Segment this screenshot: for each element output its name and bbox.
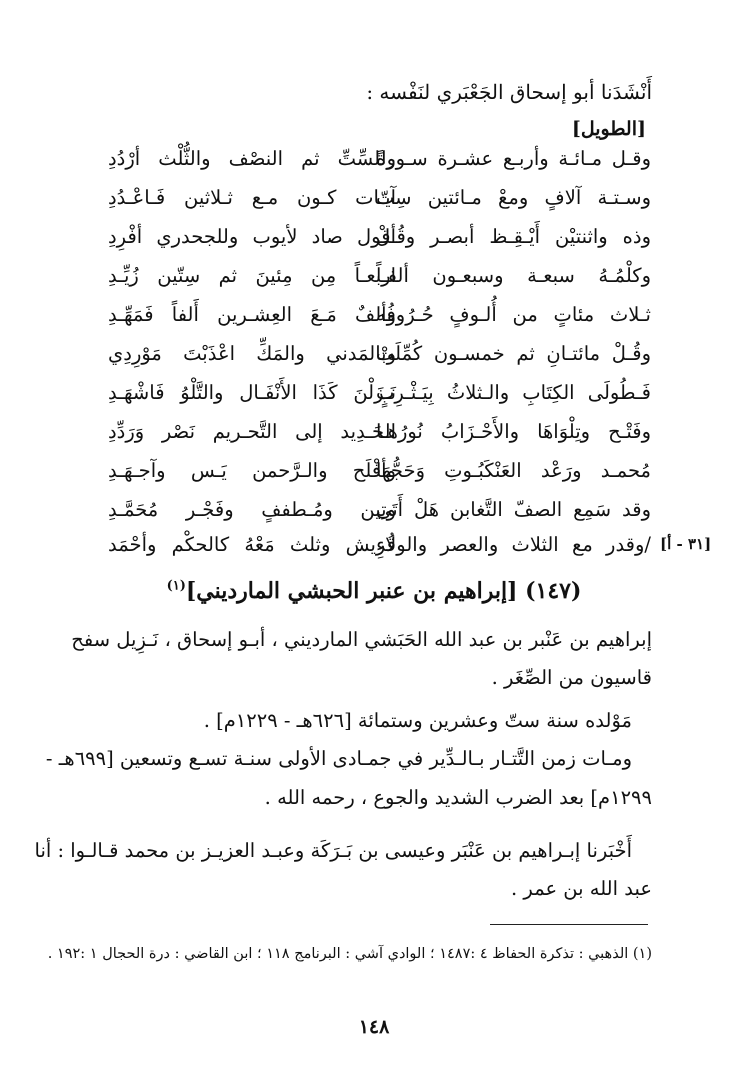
footnote: (١) الذهبي : تذكرة الحفاظ ٤ :١٤٨٧ ؛ الوادي آشي : البرنامج ١١٨ ؛ ابن القاضي : درة الحجال ١ :١٩٢ . bbox=[47, 946, 652, 962]
verse-first-hemistich: ثـلاث مئاتٍ من أُلـوفٍ حُـرُوفُه bbox=[376, 303, 651, 326]
verse bbox=[0, 420, 748, 460]
verse bbox=[0, 147, 748, 187]
verse-second-hemistich: قُرِيش وثلث مَعْهُ كالحكْم وأحْمَد bbox=[108, 533, 396, 556]
paragraph-line: إبراهيم بن عَنْبر بن عبد الله الحَبَشي المارديني ، أبـو إسحاق ، نَـزِيل سفح bbox=[71, 628, 652, 651]
verse-first-hemistich: وكلْمُـهُ سبعـة وسبعـون ألفـاً bbox=[376, 264, 651, 287]
paragraph-line: ومـات زمن التَّتـار بـالـدِّير في جمـادى الأولى سنـة تسـع وتسعين [٦٩٩هـ - bbox=[45, 747, 632, 770]
paragraph-line: أَخْبَرنا إبـراهيم بن عَنْبَر وعيسى بن بَـرَكَة وعبـد العزيـز بن محمد قـالـوا : أنا bbox=[34, 839, 632, 862]
intro-line: أَنْشَدَنا أبو إسحاق الجَعْبَري لنَفْسه : bbox=[366, 80, 652, 104]
verse-first-hemistich: مُحمـد ورَعْد العَنْكَبُـوتِ وَحَجُّهَا bbox=[376, 459, 651, 482]
verse-first-hemistich: وسـتـة آلافٍ ومعْ مـائتين سِتّ bbox=[376, 186, 651, 209]
verse-first-hemistich: وقد سَمِع الصفّ التَّغابن هَلْ أَتَى bbox=[376, 498, 651, 521]
paragraph-line: عبد الله بن عمر . bbox=[511, 877, 652, 900]
verse-second-hemistich: الحَـدِيد إلى التَّحـريم نَصْر وَرَدِّدِ bbox=[108, 420, 396, 443]
verse bbox=[0, 303, 748, 343]
verse bbox=[0, 264, 748, 304]
verse-first-hemistich: وقـل مـائـة وأربـع عشـرة سـورةً bbox=[376, 147, 651, 170]
verse bbox=[0, 186, 748, 226]
paragraph-line: ١٢٩٩م] بعد الضرب الشديد والجوع ، رحمه الله . bbox=[264, 786, 652, 809]
paragraph-line: مَوْلده سنة ستّ وعشرين وستمائة [٦٢٦هـ - ١٢٢٩م] . bbox=[203, 709, 632, 732]
verse-first-hemistich: وقُـلْ مائتـانِ ثم خمسـون كُمِّلَتْ bbox=[376, 342, 651, 365]
footnote-marker: (١) bbox=[166, 578, 186, 594]
verse-first-hemistich: وفَتْـح وتِلْوَاهَا والأَحْـزَابُ نُورُهـا bbox=[376, 420, 651, 443]
paragraph-line: قاسيون من الصِّغَر . bbox=[491, 666, 652, 689]
entry-title bbox=[0, 578, 748, 604]
verse bbox=[0, 533, 748, 573]
verse-first-hemistich: /وقدر مع الثلاث والعصر والولاء bbox=[376, 533, 651, 556]
verse-second-hemistich: وبالمَدني والمَكِّ اعْذَبْتَ مَوْرِدِي bbox=[108, 342, 396, 365]
verse-second-hemistich: اربعـاً مِن مِئينَ ثم سِتّين زُيِّـدِ bbox=[108, 264, 396, 287]
verse-first-hemistich: فَـطُولَى الكِتَابِ والـثلاثُ بِيَـثْـرِبٍ bbox=[376, 381, 651, 404]
verse bbox=[0, 459, 748, 499]
entry-title-text: (١٤٧) [إبراهيم بن عنبر الحبشي المارديني] bbox=[185, 578, 582, 604]
verse-second-hemistich: وللسِّتِّ ثم النصْف والثُّلْث أرْدُدِ bbox=[108, 147, 396, 170]
verse-second-hemistich: وتِين ومُـطففٍ وفَجْـر مُحَمَّـدِ bbox=[108, 498, 396, 521]
verse-first-hemistich: وذه واثنتيْن أَيْـقِـظ أبصـر وقُـلْ bbox=[376, 225, 651, 248]
verse-second-hemistich: نَـزَلْنَ كَذَا الأَنْفَـال والتَّلْوُ فَاشْهَـدِ bbox=[108, 381, 396, 404]
verse bbox=[0, 381, 748, 421]
verse-second-hemistich: وأفْلَح والـرَّحمن يَـس وآجـهَـدِ bbox=[108, 459, 396, 482]
manuscript-folio-reference: [٣١ - أ] bbox=[660, 535, 712, 553]
verse bbox=[0, 225, 748, 265]
verse-second-hemistich: أقول صاد لأيوب وللجحدري أفْرِدِ bbox=[108, 225, 396, 248]
page-number: ١٤٨ bbox=[358, 1016, 390, 1038]
verse-second-hemistich: آيـات كـون مـع ثـلاثين فَـاعْـدُدِ bbox=[108, 186, 396, 209]
verse-second-hemistich: وألفٌ مَـعَ العِشـرين أَلفاً فَمَهِّـدِ bbox=[108, 303, 396, 326]
footnote-divider bbox=[490, 924, 648, 925]
verse bbox=[0, 498, 748, 538]
verse bbox=[0, 342, 748, 382]
meter-label: [الطويل] bbox=[571, 118, 646, 140]
